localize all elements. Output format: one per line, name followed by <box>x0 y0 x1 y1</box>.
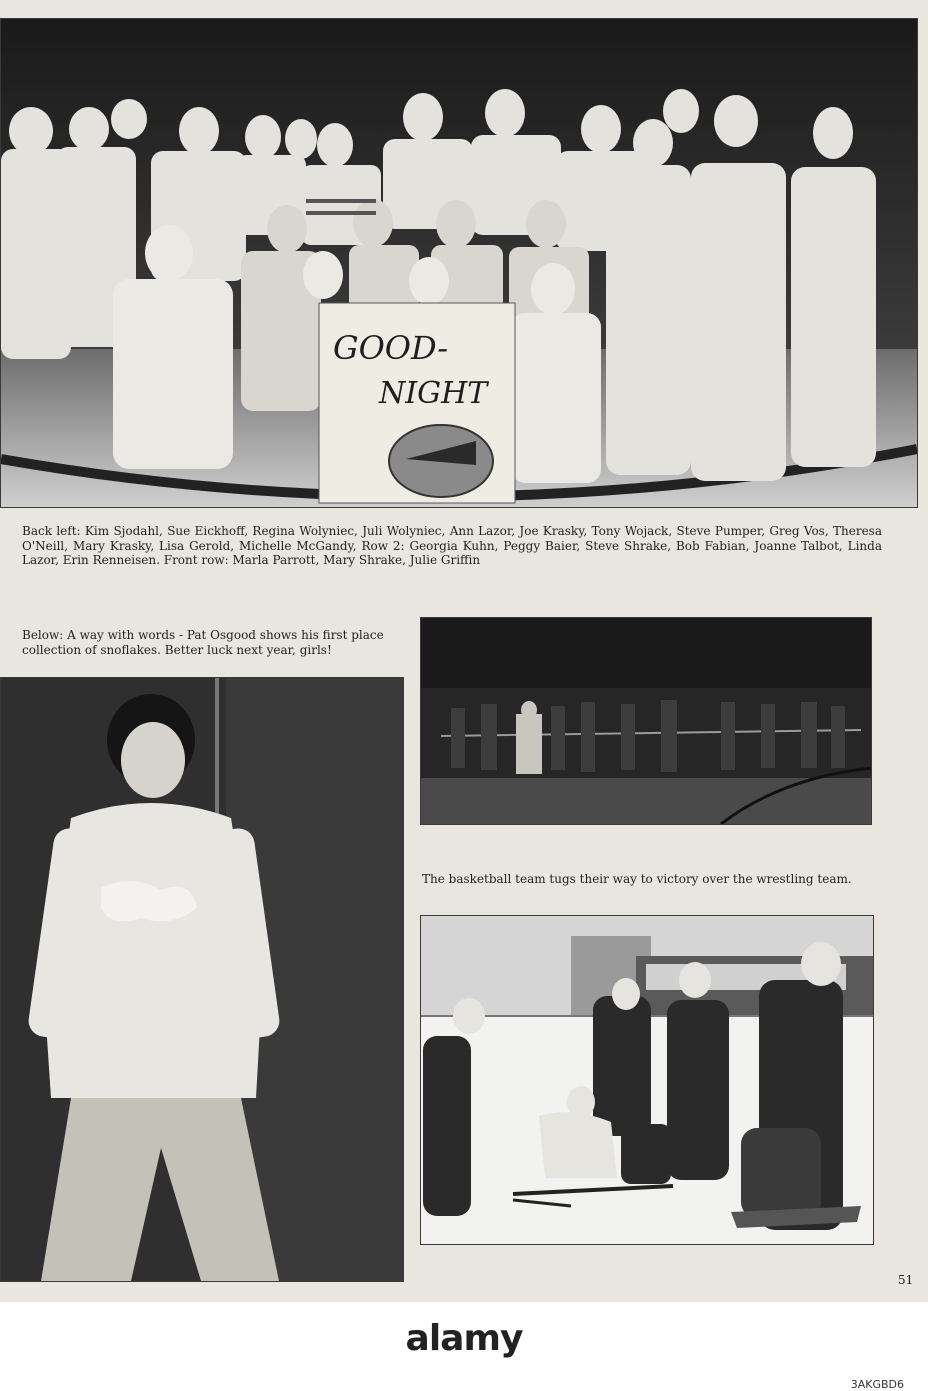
group-photo-image <box>1 19 917 507</box>
stock-image-id: 3AKGBD6 <box>850 1378 904 1391</box>
tug-of-war-photo-image <box>421 618 871 824</box>
group-photo-caption: Back left: Kim Sjodahl, Sue Eickhoff, Regina Wolyniec, Juli Wolyniec, Ann Lazor, Joe Krasky, Tony Wojack, Steve Pumper, Greg Vos, Theresa O'Neill, Mary Krasky, Lisa Gerold, Michelle McGandy, Row 2: Georgia Kuhn, Peggy Baier, Steve Shrake, Bob Fabian, Joanne Talbot, Linda Lazor, Erin Renneisen. Front row: Marla Parrott, Mary Shrake, Julie Griffin <box>22 524 882 568</box>
portrait-photo-image <box>1 678 403 1281</box>
group-photo <box>0 18 918 508</box>
snow-sled-photo <box>420 915 874 1245</box>
sign-line-1: GOOD- <box>333 329 449 367</box>
goodnight-sign <box>319 303 515 503</box>
snow-sled-photo-image <box>421 916 873 1244</box>
alamy-logo: alamy <box>405 1318 523 1359</box>
portrait-caption: Below: A way with words - Pat Osgood shows his first place collection of snoflakes. Better luck next year, girls! <box>22 628 384 657</box>
page-number: 51 <box>898 1273 914 1287</box>
sign-line-2: NIGHT <box>379 376 488 411</box>
tug-of-war-caption: The basketball team tugs their way to victory over the wrestling team. <box>422 872 852 886</box>
portrait-photo <box>0 677 404 1282</box>
tug-of-war-photo <box>420 617 872 825</box>
